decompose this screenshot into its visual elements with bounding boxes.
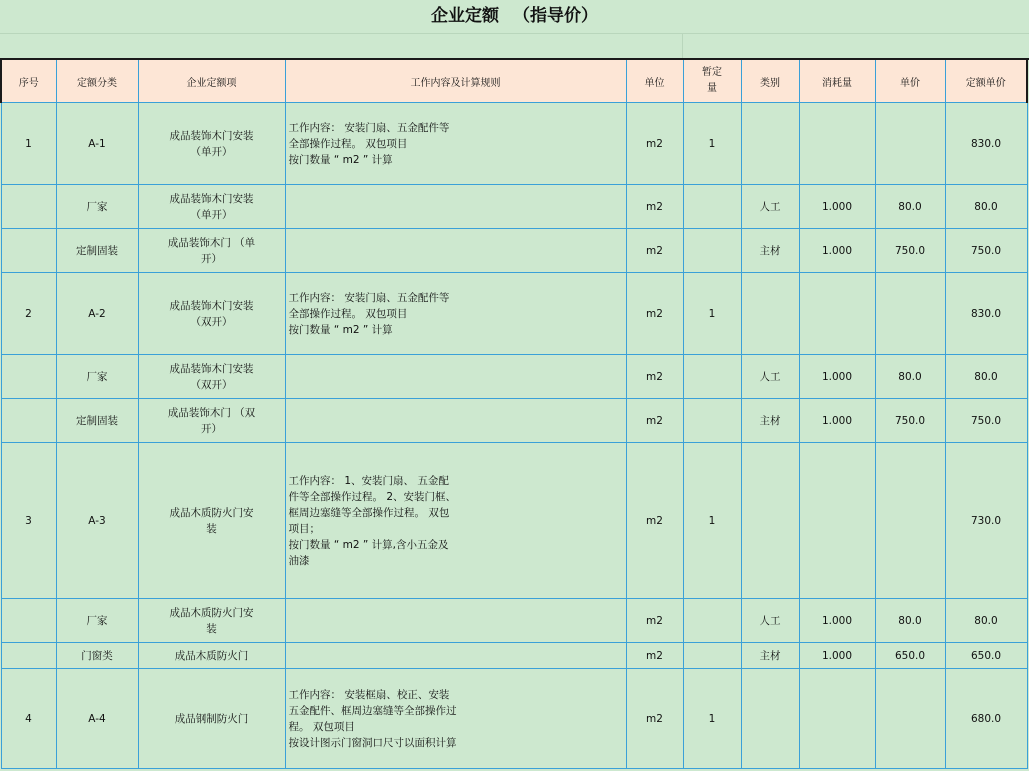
table-row <box>1 229 1027 273</box>
type-cell[interactable]: 主材 <box>741 229 799 273</box>
quota-price-cell[interactable]: 80.0 <box>945 599 1027 643</box>
quota-price-cell[interactable]: 830.0 <box>945 103 1027 185</box>
consumption-cell[interactable] <box>799 103 875 185</box>
description-line: 按设计图示门窗洞口尺寸以面积计算 <box>288 736 457 749</box>
item-cell[interactable] <box>138 643 285 669</box>
description-cell[interactable] <box>285 229 626 273</box>
description-cell[interactable] <box>285 273 626 355</box>
category-cell[interactable]: 厂家 <box>56 185 138 229</box>
consumption-cell[interactable] <box>799 669 875 769</box>
item-name: 成品装饰木门安装（双开） <box>169 299 254 328</box>
unit-cell[interactable]: m2 <box>626 229 683 273</box>
description-cell[interactable] <box>285 669 626 769</box>
item-name: 成品装饰木门安装（单开） <box>169 192 254 221</box>
seq-cell[interactable] <box>1 229 56 273</box>
header-unit[interactable]: 单位 <box>626 60 683 103</box>
header-row <box>1 60 1027 103</box>
type-cell[interactable]: 主材 <box>741 643 799 669</box>
qty-cell[interactable] <box>683 399 741 443</box>
header-seq[interactable]: 序号 <box>1 60 56 103</box>
seq-cell[interactable] <box>1 185 56 229</box>
consumption-cell[interactable] <box>799 273 875 355</box>
item-cell[interactable] <box>138 599 285 643</box>
seq-cell[interactable]: 1 <box>1 103 56 185</box>
item-cell[interactable] <box>138 185 285 229</box>
header-category[interactable]: 定额分类 <box>56 60 138 103</box>
type-cell[interactable] <box>741 443 799 599</box>
quota-price-cell[interactable]: 80.0 <box>945 185 1027 229</box>
unit-cell[interactable]: m2 <box>626 103 683 185</box>
table-row <box>1 669 1027 769</box>
seq-cell[interactable]: 4 <box>1 669 56 769</box>
type-cell[interactable] <box>741 669 799 769</box>
item-cell[interactable] <box>138 355 285 399</box>
seq-cell[interactable] <box>1 355 56 399</box>
blank-row[interactable] <box>0 34 1029 60</box>
table-row <box>1 355 1027 399</box>
type-cell[interactable]: 主材 <box>741 399 799 443</box>
unit-cell[interactable]: m2 <box>626 185 683 229</box>
item-name: 成品装饰木门 （单开） <box>167 236 256 265</box>
type-cell[interactable]: 人工 <box>741 355 799 399</box>
qty-cell[interactable] <box>683 229 741 273</box>
qty-cell[interactable]: 1 <box>683 103 741 185</box>
description-cell[interactable] <box>285 355 626 399</box>
quota-price-cell[interactable]: 750.0 <box>945 399 1027 443</box>
unit-price-cell[interactable] <box>875 273 945 355</box>
description-line: 按门数量 “ m2 ” 计算 <box>288 323 393 336</box>
qty-cell[interactable]: 1 <box>683 443 741 599</box>
header-type[interactable]: 类别 <box>741 60 799 103</box>
table-row <box>1 443 1027 599</box>
quota-price-cell[interactable]: 650.0 <box>945 643 1027 669</box>
category-cell[interactable]: 门窗类 <box>56 643 138 669</box>
item-name: 成品装饰木门 （双开） <box>167 406 256 435</box>
description-line: 工作内容： 1、安装门扇、 五金配件等全部操作过程。 2、安装门框、框周边塞缝等全部操作过程。 双包项目； <box>288 474 457 535</box>
header-quota-price[interactable]: 定额单价 <box>945 60 1027 103</box>
unit-price-cell[interactable]: 750.0 <box>875 229 945 273</box>
type-cell[interactable]: 人工 <box>741 599 799 643</box>
seq-cell[interactable] <box>1 643 56 669</box>
quota-price-cell[interactable]: 830.0 <box>945 273 1027 355</box>
item-name: 成品木质防火门安装 <box>169 606 254 635</box>
item-cell[interactable] <box>138 229 285 273</box>
table-row <box>1 273 1027 355</box>
description-cell[interactable] <box>285 185 626 229</box>
unit-price-cell[interactable]: 80.0 <box>875 355 945 399</box>
type-cell[interactable] <box>741 103 799 185</box>
table-body <box>1 103 1027 769</box>
consumption-cell[interactable]: 1.000 <box>799 229 875 273</box>
description-cell[interactable] <box>285 443 626 599</box>
category-cell[interactable]: A-1 <box>56 103 138 185</box>
category-cell[interactable]: 厂家 <box>56 599 138 643</box>
category-cell[interactable]: 定制固装 <box>56 229 138 273</box>
item-name: 成品木质防火门 <box>174 649 249 662</box>
description-line: 按门数量 “ m2 ” 计算 <box>288 153 393 166</box>
qty-cell[interactable]: 1 <box>683 669 741 769</box>
quota-price-cell[interactable]: 80.0 <box>945 355 1027 399</box>
sheet-title-row[interactable] <box>0 0 1029 34</box>
unit-price-cell[interactable]: 80.0 <box>875 185 945 229</box>
qty-cell[interactable]: 1 <box>683 273 741 355</box>
header-consumption[interactable]: 消耗量 <box>799 60 875 103</box>
unit-cell[interactable]: m2 <box>626 669 683 769</box>
unit-cell[interactable]: m2 <box>626 273 683 355</box>
qty-cell[interactable] <box>683 355 741 399</box>
consumption-cell[interactable]: 1.000 <box>799 599 875 643</box>
qty-cell[interactable] <box>683 643 741 669</box>
seq-cell[interactable] <box>1 399 56 443</box>
type-cell[interactable]: 人工 <box>741 185 799 229</box>
item-name: 成品钢制防火门 <box>174 712 249 725</box>
unit-price-cell[interactable]: 650.0 <box>875 643 945 669</box>
consumption-cell[interactable]: 1.000 <box>799 643 875 669</box>
unit-price-cell[interactable]: 750.0 <box>875 399 945 443</box>
qty-cell[interactable] <box>683 599 741 643</box>
quota-price-cell[interactable]: 680.0 <box>945 669 1027 769</box>
seq-cell[interactable] <box>1 599 56 643</box>
unit-price-cell[interactable]: 80.0 <box>875 599 945 643</box>
description-line: 工作内容： 安装门扇、五金配件等全部操作过程。 双包项目 <box>288 121 450 150</box>
unit-price-cell[interactable] <box>875 443 945 599</box>
item-cell[interactable] <box>138 443 285 599</box>
consumption-cell[interactable] <box>799 443 875 599</box>
unit-price-cell[interactable] <box>875 103 945 185</box>
table-row <box>1 103 1027 185</box>
description-cell[interactable] <box>285 103 626 185</box>
category-cell[interactable]: 定制固装 <box>56 399 138 443</box>
seq-cell[interactable]: 3 <box>1 443 56 599</box>
table-row <box>1 399 1027 443</box>
sheet-subtitle: （指导价） <box>513 6 598 26</box>
category-cell[interactable]: 厂家 <box>56 355 138 399</box>
sheet-title: 企业定额 <box>431 6 499 26</box>
table-row <box>1 185 1027 229</box>
consumption-cell[interactable]: 1.000 <box>799 399 875 443</box>
unit-cell[interactable]: m2 <box>626 443 683 599</box>
category-cell[interactable]: A-2 <box>56 273 138 355</box>
unit-cell[interactable]: m2 <box>626 399 683 443</box>
description-cell[interactable] <box>285 399 626 443</box>
quota-table <box>0 60 1028 769</box>
item-name: 成品装饰木门安装（双开） <box>169 362 254 391</box>
description-line: 工作内容： 安装框扇、校正、安装五金配件、框周边塞缝等全部操作过程。 双包项目 <box>288 688 457 733</box>
table-row <box>1 643 1027 669</box>
unit-price-cell[interactable] <box>875 669 945 769</box>
header-item[interactable]: 企业定额项 <box>138 60 285 103</box>
quota-price-cell[interactable]: 750.0 <box>945 229 1027 273</box>
type-cell[interactable] <box>741 273 799 355</box>
item-name: 成品木质防火门安装 <box>169 506 254 535</box>
item-cell[interactable] <box>138 103 285 185</box>
unit-cell[interactable]: m2 <box>626 355 683 399</box>
quota-price-cell[interactable]: 730.0 <box>945 443 1027 599</box>
item-name: 成品装饰木门安装（单开） <box>169 129 254 158</box>
header-unit-price[interactable]: 单价 <box>875 60 945 103</box>
item-cell[interactable] <box>138 273 285 355</box>
consumption-cell[interactable]: 1.000 <box>799 355 875 399</box>
description-cell[interactable] <box>285 599 626 643</box>
seq-cell[interactable]: 2 <box>1 273 56 355</box>
item-cell[interactable] <box>138 399 285 443</box>
cell-divider <box>682 34 683 58</box>
category-cell[interactable]: A-4 <box>56 669 138 769</box>
consumption-cell[interactable]: 1.000 <box>799 185 875 229</box>
table-row <box>1 599 1027 643</box>
item-cell[interactable] <box>138 669 285 769</box>
description-line: 按门数量 “ m2 ” 计算,含小五金及油漆 <box>288 538 449 567</box>
description-line: 工作内容： 安装门扇、五金配件等全部操作过程。 双包项目 <box>288 291 450 320</box>
unit-cell[interactable]: m2 <box>626 643 683 669</box>
description-cell[interactable] <box>285 643 626 669</box>
unit-cell[interactable]: m2 <box>626 599 683 643</box>
qty-cell[interactable] <box>683 185 741 229</box>
category-cell[interactable]: A-3 <box>56 443 138 599</box>
header-provisional-qty[interactable]: 暂定量 <box>683 60 741 103</box>
header-description[interactable]: 工作内容及计算规则 <box>285 60 626 103</box>
